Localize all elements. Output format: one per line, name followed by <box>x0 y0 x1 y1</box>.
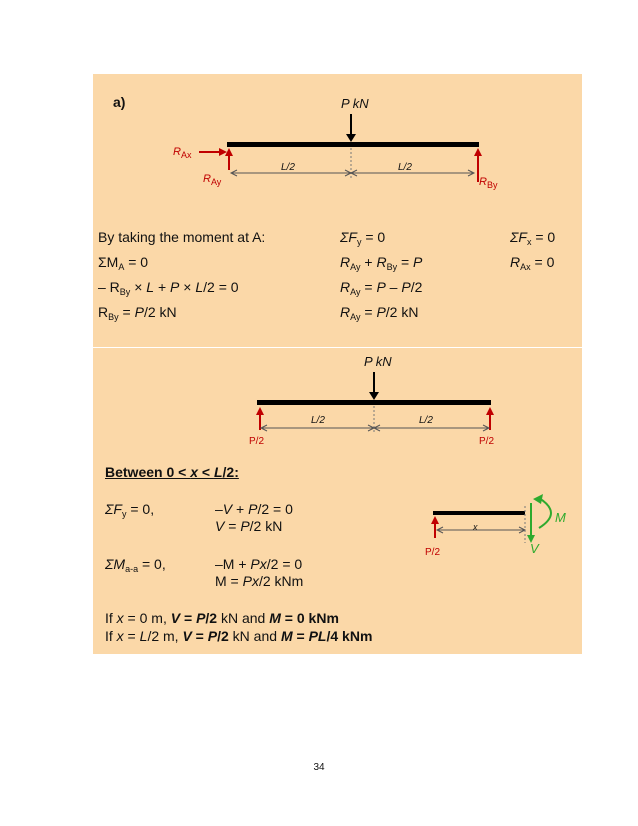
eq-ray-1: $R_{Ay} = P - P/2$ <box>340 279 423 297</box>
panel-shear-moment <box>93 348 582 654</box>
fbd-reaction-label: P/2 <box>425 547 441 558</box>
eq-sum-maa: $\Sigma M_{a-a} = 0$, <box>105 556 166 574</box>
range-heading: Between 0 < x < L/2: <box>105 464 239 480</box>
rax-label: $R_{Ax}$ <box>173 146 192 160</box>
eq-sum-fy: $\Sigma F_y = 0$ <box>340 229 386 247</box>
dim-right-label: L/2 <box>419 415 433 426</box>
eq-v-2: V = P/2 kN <box>215 518 283 534</box>
eq-moment: – $R_{By} \times L + P \times L/2 = 0$ <box>98 279 239 297</box>
eq-sum-ma: $\Sigma M_A = 0$ <box>98 254 149 272</box>
eq-sum-fy: $\Sigma F_y = 0$, <box>105 501 155 519</box>
eq-v-1: –V + P/2 = 0 <box>215 501 293 517</box>
part-label: a) <box>113 94 126 110</box>
eq-sum-y: $R_{Ay} + R_{By} = P$ <box>340 254 423 272</box>
panel-reactions <box>93 74 582 347</box>
beam <box>227 142 479 147</box>
condition-2: If x = L/2 m, V = P/2 kN and M = PL/4 kNm <box>105 628 373 644</box>
eq-rax: $R_{Ax} = 0$ <box>510 254 555 272</box>
eq-rby: $R_{By} = P/2$ kN <box>98 304 177 322</box>
eq-ray-2: $R_{Ay} = P/2$ kN <box>340 304 419 322</box>
eq-sum-fx: $\Sigma F_x = 0$ <box>510 229 556 247</box>
moment-heading: By taking the moment at A: <box>98 229 266 245</box>
dim-left-label: L/2 <box>311 415 325 426</box>
ray-label: $R_{Ay}$ <box>203 173 222 187</box>
left-reaction-label: P/2 <box>249 436 265 447</box>
fbd-beam <box>433 511 525 515</box>
fbd-shear-label: V <box>530 541 539 556</box>
load-label: P kN <box>364 354 392 369</box>
right-reaction-label: P/2 <box>479 436 495 447</box>
eq-m-1: –M + Px/2 = 0 <box>215 556 303 572</box>
beam-diagram-shear-moment <box>93 348 582 654</box>
dim-left-label: L/2 <box>281 162 295 173</box>
dim-right-label: L/2 <box>398 162 412 173</box>
rby-label: $R_{By}$ <box>479 176 498 190</box>
condition-1: If x = 0 m, V = P/2 kN and M = 0 kNm <box>105 610 339 626</box>
load-label: P kN <box>341 96 369 111</box>
fbd-moment-label: M <box>555 510 566 525</box>
page-number: 34 <box>313 762 325 773</box>
fbd-x-label: x <box>473 522 478 532</box>
beam <box>257 400 491 405</box>
eq-m-2: M = Px/2 kNm <box>215 573 304 589</box>
